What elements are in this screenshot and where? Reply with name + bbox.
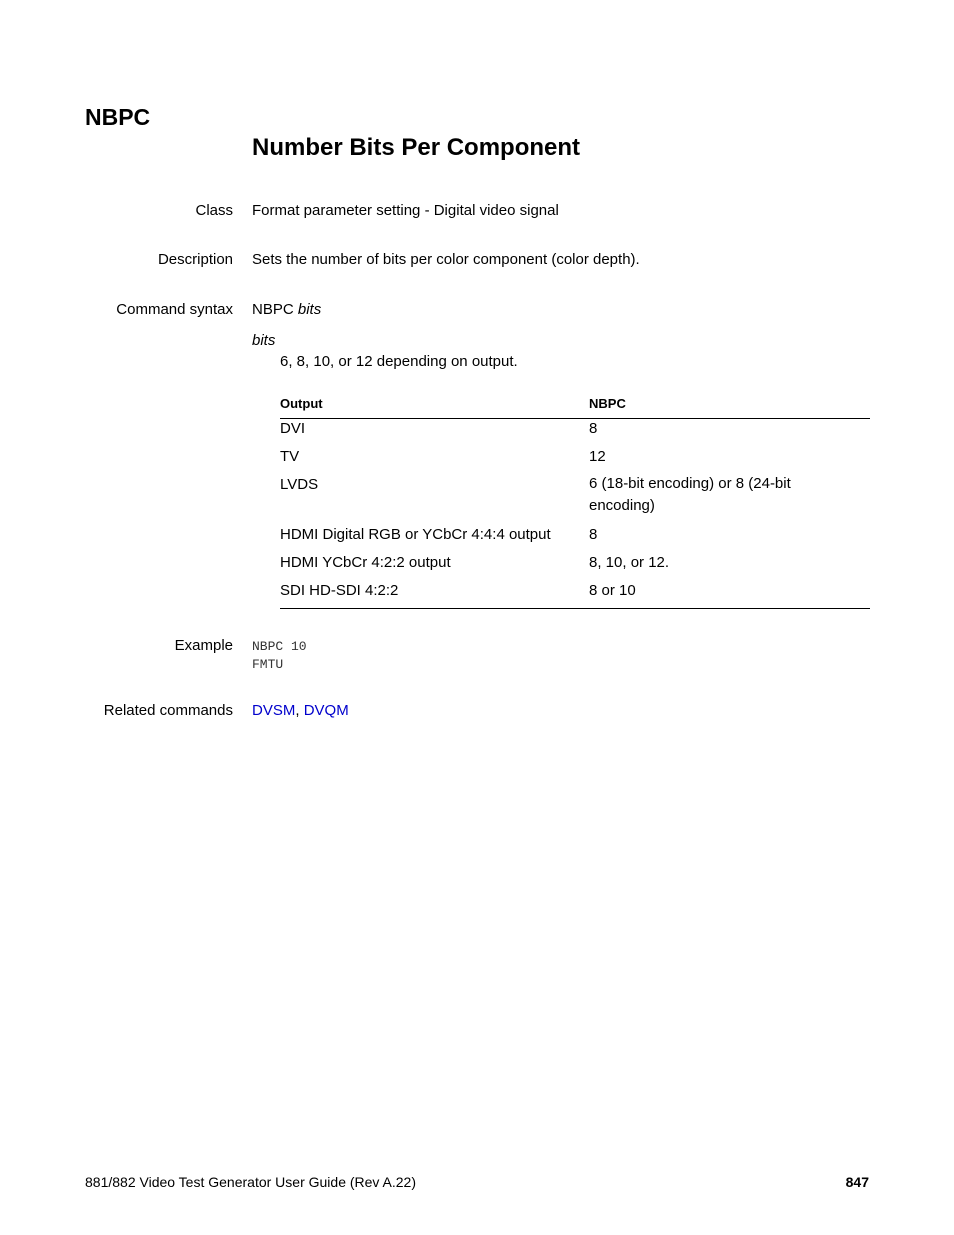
table-header [280, 394, 870, 419]
class-label: Class [195, 202, 233, 219]
syntax-command: NBPC [252, 301, 294, 318]
syntax-param: bits [297, 301, 322, 318]
cell-nbpc: 8 [589, 420, 598, 437]
cell-output: DVI [280, 420, 306, 437]
description-label: Description [157, 251, 233, 268]
header-nbpc: NBPC [589, 396, 626, 411]
header-output: Output [280, 396, 323, 411]
footer-doc-title: 881/882 Video Test Generator User Guide (Rev A.22) [85, 1174, 417, 1190]
footer-page-number: 847 [845, 1174, 869, 1190]
page-title: Number Bits Per Component [252, 134, 581, 161]
cell-nbpc: 12 [589, 448, 606, 465]
cell-output: SDI HD-SDI 4:2:2 [280, 582, 399, 599]
param-name: bits [252, 332, 276, 349]
table-bottom-rule [280, 608, 870, 609]
related-separator: , [295, 702, 300, 719]
related-links [252, 702, 349, 719]
syntax-label: Command syntax [116, 301, 233, 318]
cell-output: HDMI YCbCr 4:2:2 output [280, 554, 451, 571]
cell-output: LVDS [280, 476, 319, 493]
related-label: Related commands [103, 702, 233, 719]
output-table [280, 394, 870, 599]
cell-nbpc: 6 (18-bit encoding) or 8 (24-bit encoding) [589, 475, 791, 514]
class-value: Format parameter setting - Digital video signal [252, 202, 559, 219]
cell-nbpc: 8, 10, or 12. [589, 554, 670, 571]
syntax-value [252, 301, 321, 318]
command-heading: NBPC [85, 104, 151, 130]
param-description: 6, 8, 10, or 12 depending on output. [280, 353, 518, 370]
cell-nbpc: 8 or 10 [589, 582, 636, 599]
cell-output: TV [280, 448, 300, 465]
cell-nbpc: 8 [589, 526, 598, 543]
example-line: FMTU [252, 657, 284, 672]
link-dvqm[interactable]: DVQM [303, 702, 349, 719]
description-value: Sets the number of bits per color component (color depth). [252, 251, 640, 268]
cell-output: HDMI Digital RGB or YCbCr 4:4:4 output [280, 526, 551, 543]
link-dvsm[interactable]: DVSM [252, 702, 296, 719]
example-label: Example [174, 637, 233, 654]
example-line: NBPC 10 [252, 639, 307, 654]
